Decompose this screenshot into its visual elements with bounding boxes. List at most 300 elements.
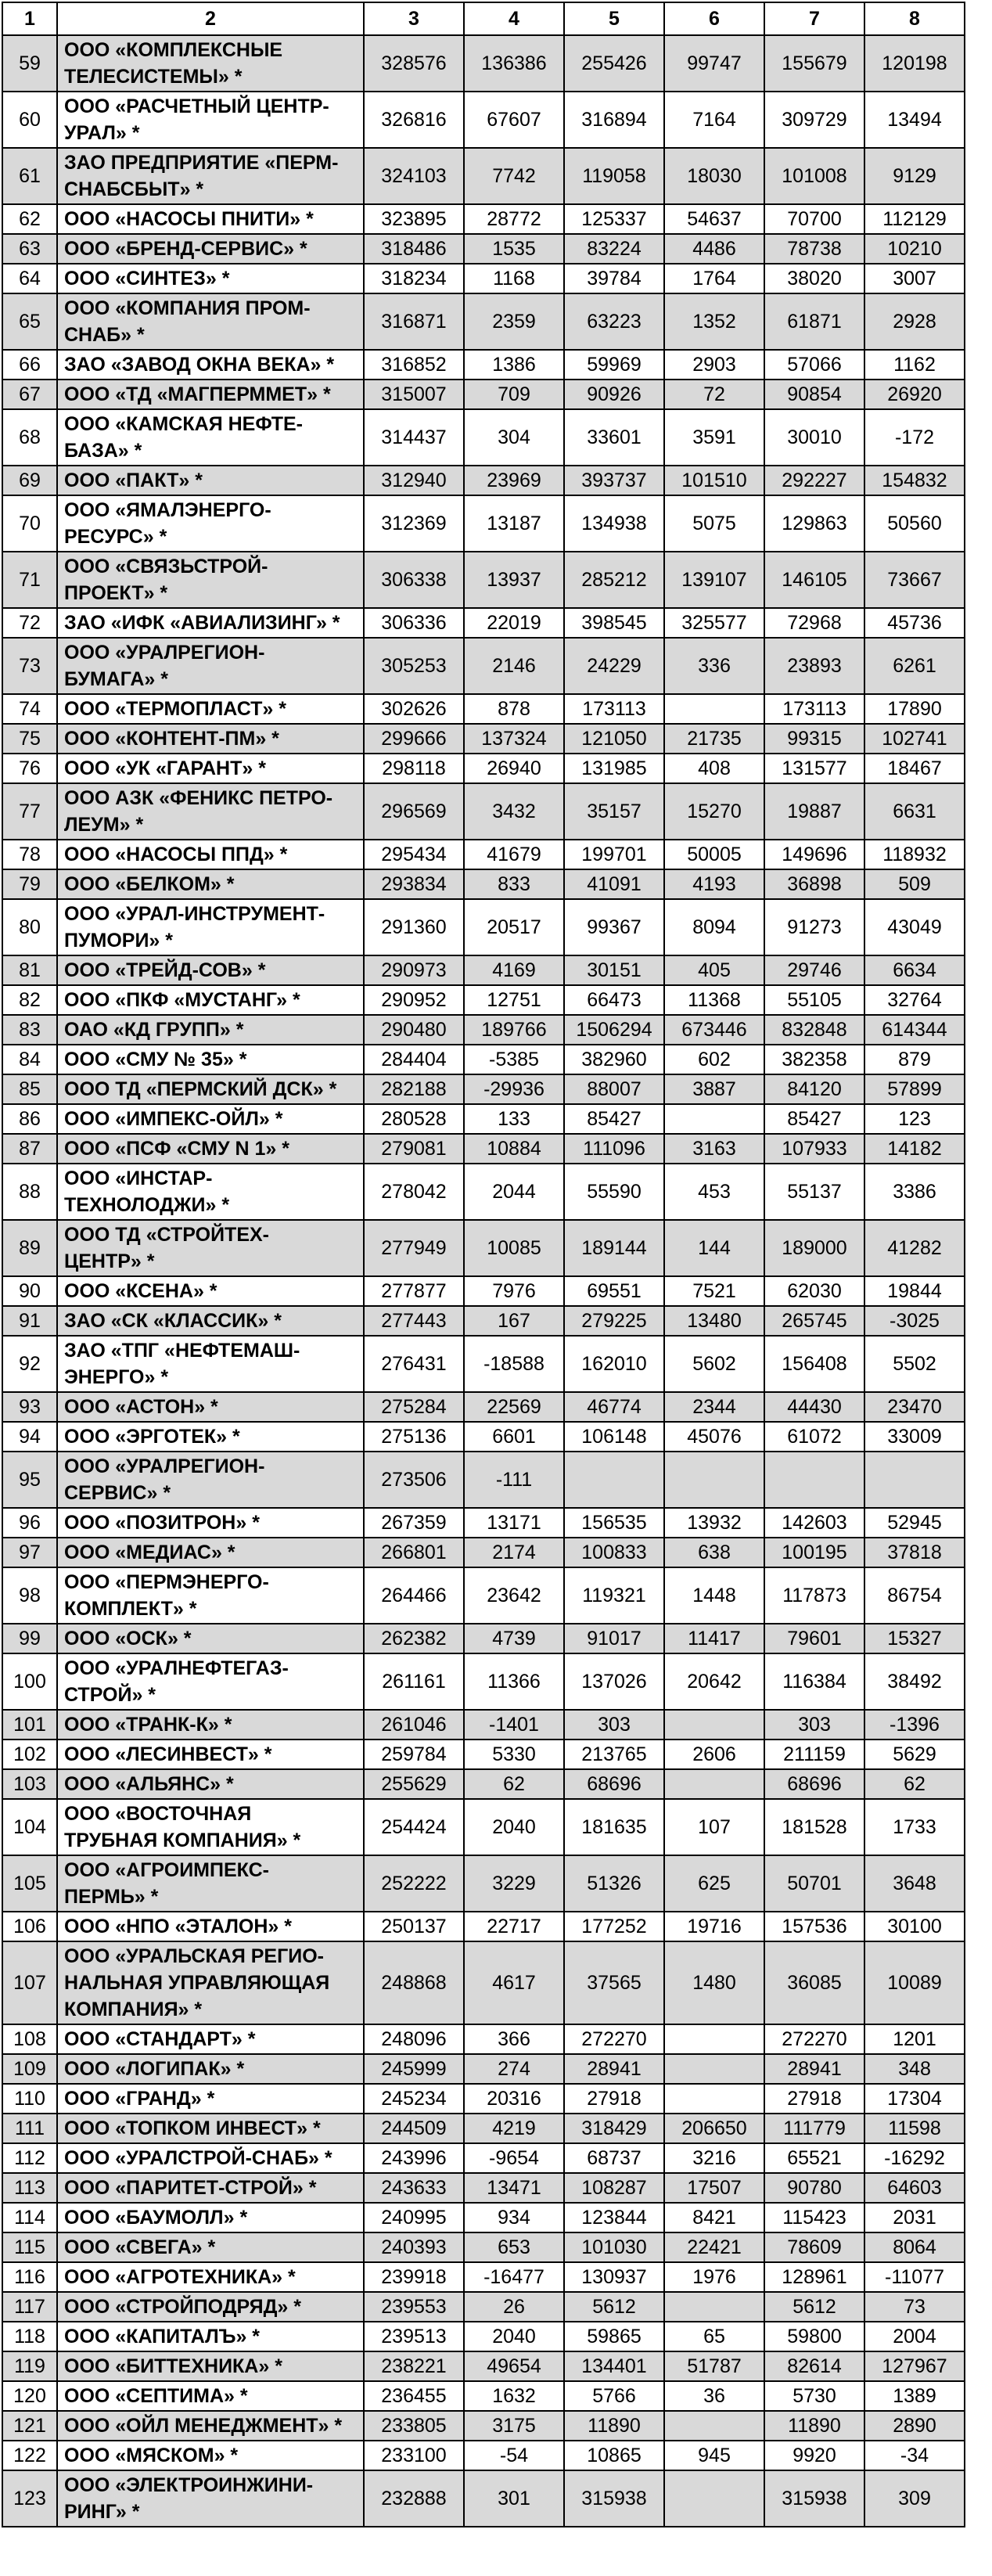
value-col-7: 72968: [764, 608, 864, 638]
value-col-5: 106148: [564, 1422, 664, 1452]
value-col-3: 267359: [364, 1508, 464, 1538]
value-col-7: 57066: [764, 350, 864, 380]
company-name-line: ООО «НПО «ЭТАЛОН» *: [64, 1916, 292, 1937]
value-col-8: 15327: [864, 1624, 965, 1653]
company-name: [57, 840, 364, 869]
row-number: 79: [2, 869, 57, 899]
value-col-4: 1168: [464, 264, 564, 293]
row-number: 102: [2, 1740, 57, 1769]
value-col-3: 318234: [364, 264, 464, 293]
table-row: [2, 899, 965, 955]
value-col-8: 118932: [864, 840, 965, 869]
company-name-line: ООО «ПОЗИТРОН» *: [64, 1512, 260, 1534]
table-row: [2, 2292, 965, 2322]
value-col-6: 638: [664, 1538, 764, 1567]
value-col-7: 9920: [764, 2441, 864, 2470]
company-name: [57, 1336, 364, 1392]
value-col-4: 11366: [464, 1653, 564, 1710]
value-col-4: 28772: [464, 204, 564, 234]
value-col-5: 162010: [564, 1336, 664, 1392]
value-col-6: 3216: [664, 2143, 764, 2173]
value-col-6: 54637: [664, 204, 764, 234]
table-row: [2, 2143, 965, 2173]
company-name-line: ПУМОРИ» *: [64, 930, 174, 952]
value-col-8: 2890: [864, 2411, 965, 2441]
company-name: [57, 2322, 364, 2351]
table-row: [2, 783, 965, 840]
value-col-6: 8094: [664, 899, 764, 955]
value-col-4: 41679: [464, 840, 564, 869]
table-row: [2, 1855, 965, 1912]
company-name: [57, 2441, 364, 2470]
row-number: 120: [2, 2381, 57, 2411]
value-col-3: 259784: [364, 1740, 464, 1769]
value-col-3: 277443: [364, 1306, 464, 1336]
value-col-8: 45736: [864, 608, 965, 638]
table-row: [2, 1015, 965, 1045]
company-name-line: ТЕХНОЛОДЖИ» *: [64, 1194, 230, 1216]
value-col-6: 13932: [664, 1508, 764, 1538]
value-col-3: 248868: [364, 1941, 464, 2024]
value-col-3: 316871: [364, 293, 464, 350]
value-col-8: 73: [864, 2292, 965, 2322]
value-col-4: 934: [464, 2203, 564, 2232]
value-col-4: 13171: [464, 1508, 564, 1538]
table-row: [2, 92, 965, 148]
value-col-7: 29746: [764, 955, 864, 985]
value-col-6: 13480: [664, 1306, 764, 1336]
value-col-3: 254424: [364, 1799, 464, 1855]
row-number: 106: [2, 1912, 57, 1941]
value-col-3: 275284: [364, 1392, 464, 1422]
value-col-4: -16477: [464, 2262, 564, 2292]
value-col-3: 312369: [364, 495, 464, 552]
company-name-line: ООО «УРАЛРЕГИОН-: [64, 642, 265, 664]
value-col-7: [764, 1452, 864, 1508]
value-col-6: 206650: [664, 2114, 764, 2143]
value-col-8: 73667: [864, 552, 965, 608]
table-row: [2, 694, 965, 724]
company-name: [57, 638, 364, 694]
row-number: 61: [2, 148, 57, 204]
value-col-3: 238221: [364, 2351, 464, 2381]
value-col-3: 302626: [364, 694, 464, 724]
table-row: [2, 552, 965, 608]
value-col-5: 28941: [564, 2054, 664, 2084]
row-number: 60: [2, 92, 57, 148]
value-col-8: 14182: [864, 1134, 965, 1164]
value-col-3: 305253: [364, 638, 464, 694]
value-col-3: 239553: [364, 2292, 464, 2322]
value-col-4: 878: [464, 694, 564, 724]
company-name-line: ООО «КОНТЕНТ-ПМ» *: [64, 728, 279, 750]
value-col-6: 1352: [664, 293, 764, 350]
table-row: [2, 1164, 965, 1220]
value-col-6: 1448: [664, 1567, 764, 1624]
company-name: [57, 409, 364, 466]
row-number: 113: [2, 2173, 57, 2203]
value-col-6: 72: [664, 380, 764, 409]
company-name: [57, 1941, 364, 2024]
value-col-5: 66473: [564, 985, 664, 1015]
value-col-7: 91273: [764, 899, 864, 955]
company-name-line: ООО «ПАРИТЕТ-СТРОЙ» *: [64, 2177, 317, 2199]
table-row: [2, 1653, 965, 1710]
company-name-line: ООО «АГРОИМПЕКС-: [64, 1859, 269, 1881]
table-row: [2, 1799, 965, 1855]
company-name-line: ООО «СВЕГА» *: [64, 2236, 216, 2258]
col-header-5: 5: [564, 2, 664, 35]
company-name-line: СТРОЙ» *: [64, 1684, 156, 1706]
company-name-line: ООО «ТОПКОМ ИНВЕСТ» *: [64, 2117, 321, 2139]
company-name-line: ООО «ПЕРМЭНЕРГО-: [64, 1571, 269, 1593]
company-name-line: ООО «БАУМОЛЛ» *: [64, 2207, 248, 2229]
value-col-5: 398545: [564, 608, 664, 638]
value-col-4: -111: [464, 1452, 564, 1508]
value-col-5: 272270: [564, 2024, 664, 2054]
value-col-5: 316894: [564, 92, 664, 148]
row-number: 91: [2, 1306, 57, 1336]
company-name: [57, 1306, 364, 1336]
value-col-7: 90780: [764, 2173, 864, 2203]
row-number: 90: [2, 1276, 57, 1306]
company-name-line: ООО «КАМСКАЯ НЕФТЕ-: [64, 413, 303, 435]
value-col-4: 6601: [464, 1422, 564, 1452]
company-name-line: ЭНЕРГО» *: [64, 1366, 169, 1388]
value-col-4: 1535: [464, 234, 564, 264]
row-number: 95: [2, 1452, 57, 1508]
value-col-6: 51787: [664, 2351, 764, 2381]
row-number: 108: [2, 2024, 57, 2054]
value-col-4: 167: [464, 1306, 564, 1336]
table-row: [2, 608, 965, 638]
value-col-7: 100195: [764, 1538, 864, 1567]
value-col-7: 309729: [764, 92, 864, 148]
value-col-6: 3591: [664, 409, 764, 466]
value-col-3: 295434: [364, 840, 464, 869]
value-col-7: 99315: [764, 724, 864, 754]
value-col-4: 304: [464, 409, 564, 466]
table-row: [2, 1740, 965, 1769]
company-name-line: ООО «ТРЕЙД-СОВ» *: [64, 959, 266, 981]
value-col-4: 366: [464, 2024, 564, 2054]
company-name-line: ООО ТД «СТРОЙТЕХ-: [64, 1224, 269, 1246]
company-name-line: ЗАО «СК «КЛАССИК» *: [64, 1310, 282, 1332]
value-col-4: 2146: [464, 638, 564, 694]
value-col-3: 233805: [364, 2411, 464, 2441]
company-name: [57, 754, 364, 783]
col-header-7: 7: [764, 2, 864, 35]
value-col-4: -29936: [464, 1074, 564, 1104]
company-name: [57, 1855, 364, 1912]
value-col-3: 290952: [364, 985, 464, 1015]
value-col-7: 129863: [764, 495, 864, 552]
table-row: [2, 2232, 965, 2262]
company-name: [57, 2173, 364, 2203]
value-col-7: 272270: [764, 2024, 864, 2054]
value-col-3: 273506: [364, 1452, 464, 1508]
company-name-line: ООО «БИТТЕХНИКА» *: [64, 2355, 282, 2377]
table-row: [2, 869, 965, 899]
value-col-7: 382358: [764, 1045, 864, 1074]
value-col-8: 154832: [864, 466, 965, 495]
table-row: [2, 1104, 965, 1134]
company-name: [57, 148, 364, 204]
value-col-7: 61871: [764, 293, 864, 350]
value-col-6: 405: [664, 955, 764, 985]
value-col-7: 78738: [764, 234, 864, 264]
value-col-5: 68737: [564, 2143, 664, 2173]
value-col-3: 290973: [364, 955, 464, 985]
value-col-6: [664, 2024, 764, 2054]
value-col-6: 101510: [664, 466, 764, 495]
table-row: [2, 1074, 965, 1104]
company-name-line: РЕСУРС» *: [64, 526, 167, 548]
value-col-6: 2606: [664, 1740, 764, 1769]
company-name-line: ООО «ЭЛЕКТРОИНЖИНИ-: [64, 2474, 314, 2496]
value-col-8: 26920: [864, 380, 965, 409]
value-col-5: 91017: [564, 1624, 664, 1653]
company-name-line: ООО АЗК «ФЕНИКС ПЕТРО-: [64, 787, 333, 809]
value-col-6: 3887: [664, 1074, 764, 1104]
value-col-4: 3432: [464, 783, 564, 840]
company-name-line: ООО «ТЕРМОПЛАСТ» *: [64, 698, 286, 720]
company-name-line: ООО «КСЕНА» *: [64, 1280, 217, 1302]
company-name-line: ООО «ИНСТАР-: [64, 1167, 213, 1189]
value-col-4: 49654: [464, 2351, 564, 2381]
value-col-3: 250137: [364, 1912, 464, 1941]
company-name: [57, 1508, 364, 1538]
value-col-3: 239918: [364, 2262, 464, 2292]
row-number: 87: [2, 1134, 57, 1164]
company-name: [57, 2232, 364, 2262]
value-col-4: 653: [464, 2232, 564, 2262]
value-col-5: 59969: [564, 350, 664, 380]
value-col-4: -5385: [464, 1045, 564, 1074]
row-number: 80: [2, 899, 57, 955]
value-col-8: -16292: [864, 2143, 965, 2173]
value-col-5: 393737: [564, 466, 664, 495]
value-col-8: 32764: [864, 985, 965, 1015]
value-col-8: -34: [864, 2441, 965, 2470]
value-col-5: 315938: [564, 2470, 664, 2527]
value-col-4: 2044: [464, 1164, 564, 1220]
company-name-line: ТРУБНАЯ КОМПАНИЯ» *: [64, 1829, 301, 1851]
table-row: [2, 1912, 965, 1941]
row-number: 96: [2, 1508, 57, 1538]
company-name: [57, 2203, 364, 2232]
value-col-4: 22717: [464, 1912, 564, 1941]
value-col-8: 1162: [864, 350, 965, 380]
company-name-line: ООО «СЕПТИМА» *: [64, 2385, 248, 2407]
value-col-8: 11598: [864, 2114, 965, 2143]
value-col-7: 70700: [764, 204, 864, 234]
company-name-line: СЕРВИС» *: [64, 1482, 171, 1504]
value-col-4: 22569: [464, 1392, 564, 1422]
value-col-5: 173113: [564, 694, 664, 724]
row-number: 97: [2, 1538, 57, 1567]
value-col-6: [664, 2292, 764, 2322]
value-col-3: 264466: [364, 1567, 464, 1624]
company-name-line: ООО «АСТОН» *: [64, 1396, 218, 1418]
company-name-line: ООО «УРАЛСТРОЙ-СНАБ» *: [64, 2147, 332, 2169]
value-col-6: 65: [664, 2322, 764, 2351]
company-name-line: ЗАО «ТПГ «НЕФТЕМАШ-: [64, 1340, 300, 1362]
table-row: [2, 1538, 965, 1567]
company-name: [57, 1740, 364, 1769]
value-col-8: 13494: [864, 92, 965, 148]
value-col-3: 233100: [364, 2441, 464, 2470]
value-col-7: 155679: [764, 35, 864, 92]
value-col-7: 832848: [764, 1015, 864, 1045]
value-col-8: 10210: [864, 234, 965, 264]
company-name: [57, 1074, 364, 1104]
company-name-line: ООО «ТРАНК-К» *: [64, 1714, 232, 1736]
value-col-5: 279225: [564, 1306, 664, 1336]
row-number: 94: [2, 1422, 57, 1452]
value-col-8: 43049: [864, 899, 965, 955]
value-col-6: 11368: [664, 985, 764, 1015]
company-name-line: ООО «ЯМАЛЭНЕРГО-: [64, 499, 271, 521]
row-number: 86: [2, 1104, 57, 1134]
value-col-8: 30100: [864, 1912, 965, 1941]
value-col-5: 285212: [564, 552, 664, 608]
value-col-5: 33601: [564, 409, 664, 466]
value-col-7: 211159: [764, 1740, 864, 1769]
value-col-7: 5612: [764, 2292, 864, 2322]
value-col-7: 59800: [764, 2322, 864, 2351]
table-row: [2, 2322, 965, 2351]
value-col-4: 2040: [464, 1799, 564, 1855]
value-col-4: 13187: [464, 495, 564, 552]
value-col-7: 173113: [764, 694, 864, 724]
value-col-7: 142603: [764, 1508, 864, 1538]
value-col-3: 296569: [364, 783, 464, 840]
company-name-line: ООО ТД «ПЕРМСКИЙ ДСК» *: [64, 1078, 337, 1100]
company-name-line: ООО «ПАКТ» *: [64, 470, 203, 491]
company-name: [57, 1220, 364, 1276]
row-number: 85: [2, 1074, 57, 1104]
value-col-7: 36898: [764, 869, 864, 899]
value-col-7: 27918: [764, 2084, 864, 2114]
value-col-7: 157536: [764, 1912, 864, 1941]
value-col-8: 614344: [864, 1015, 965, 1045]
col-header-2: 2: [57, 2, 364, 35]
value-col-6: 144: [664, 1220, 764, 1276]
value-col-3: 248096: [364, 2024, 464, 2054]
value-col-6: 19716: [664, 1912, 764, 1941]
value-col-4: 22019: [464, 608, 564, 638]
value-col-8: 1201: [864, 2024, 965, 2054]
company-name: [57, 2024, 364, 2054]
value-col-5: 85427: [564, 1104, 664, 1134]
row-number: 73: [2, 638, 57, 694]
table-row: [2, 2470, 965, 2527]
ranking-table: [2, 2, 965, 2527]
row-number: 78: [2, 840, 57, 869]
row-number: 107: [2, 1941, 57, 2024]
value-col-6: [664, 2084, 764, 2114]
company-name: [57, 1769, 364, 1799]
value-col-7: 146105: [764, 552, 864, 608]
value-col-6: 4193: [664, 869, 764, 899]
value-col-6: 8421: [664, 2203, 764, 2232]
value-col-4: 10884: [464, 1134, 564, 1164]
value-col-6: 22421: [664, 2232, 764, 2262]
value-col-7: 131577: [764, 754, 864, 783]
company-name-line: НАЛЬНАЯ УПРАВЛЯЮЩАЯ: [64, 1972, 330, 1994]
value-col-6: 453: [664, 1164, 764, 1220]
value-col-5: 318429: [564, 2114, 664, 2143]
value-col-5: 108287: [564, 2173, 664, 2203]
row-number: 112: [2, 2143, 57, 2173]
value-col-8: 2928: [864, 293, 965, 350]
value-col-6: 107: [664, 1799, 764, 1855]
company-name-line: ООО «СМУ № 35» *: [64, 1049, 247, 1070]
company-name-line: ЛЕУМ» *: [64, 814, 144, 836]
value-col-3: 261046: [364, 1710, 464, 1740]
table-row: [2, 2351, 965, 2381]
col-header-8: 8: [864, 2, 965, 35]
company-name-line: ООО «УРАЛЬСКАЯ РЕГИО-: [64, 1945, 325, 1967]
value-col-6: 45076: [664, 1422, 764, 1452]
company-name: [57, 1104, 364, 1134]
company-name: [57, 293, 364, 350]
value-col-6: 5602: [664, 1336, 764, 1392]
value-col-5: 5612: [564, 2292, 664, 2322]
company-name: [57, 1045, 364, 1074]
value-col-5: 125337: [564, 204, 664, 234]
value-col-5: 63223: [564, 293, 664, 350]
value-col-8: 3007: [864, 264, 965, 293]
value-col-8: 1733: [864, 1799, 965, 1855]
row-number: 121: [2, 2411, 57, 2441]
row-number: 110: [2, 2084, 57, 2114]
value-col-5: 24229: [564, 638, 664, 694]
value-col-5: 156535: [564, 1508, 664, 1538]
value-col-8: -3025: [864, 1306, 965, 1336]
value-col-7: 117873: [764, 1567, 864, 1624]
value-col-6: 36: [664, 2381, 764, 2411]
value-col-8: -11077: [864, 2262, 965, 2292]
company-name-line: БУМАГА» *: [64, 668, 169, 690]
value-col-8: 3648: [864, 1855, 965, 1912]
value-col-4: -1401: [464, 1710, 564, 1740]
company-name-line: ООО «ЛОГИПАК» *: [64, 2058, 245, 2080]
value-col-8: 86754: [864, 1567, 965, 1624]
value-col-7: 61072: [764, 1422, 864, 1452]
value-col-3: 245234: [364, 2084, 464, 2114]
table-row: [2, 1336, 965, 1392]
row-number: 101: [2, 1710, 57, 1740]
value-col-6: 7164: [664, 92, 764, 148]
value-col-4: -18588: [464, 1336, 564, 1392]
company-name-line: ООО «ВОСТОЧНАЯ: [64, 1803, 252, 1825]
value-col-7: 23893: [764, 638, 864, 694]
company-name-line: ООО «ТД «МАГПЕРММЕТ» *: [64, 383, 331, 405]
company-name-line: ООО «КОМПАНИЯ ПРОМ-: [64, 297, 311, 319]
value-col-7: 149696: [764, 840, 864, 869]
row-number: 109: [2, 2054, 57, 2084]
value-col-3: 306336: [364, 608, 464, 638]
value-col-7: 44430: [764, 1392, 864, 1422]
table-row: [2, 264, 965, 293]
company-name: [57, 264, 364, 293]
value-col-7: 116384: [764, 1653, 864, 1710]
value-col-8: 23470: [864, 1392, 965, 1422]
value-col-5: 55590: [564, 1164, 664, 1220]
company-name-line: ООО «НАСОСЫ ПНИТИ» *: [64, 208, 314, 230]
